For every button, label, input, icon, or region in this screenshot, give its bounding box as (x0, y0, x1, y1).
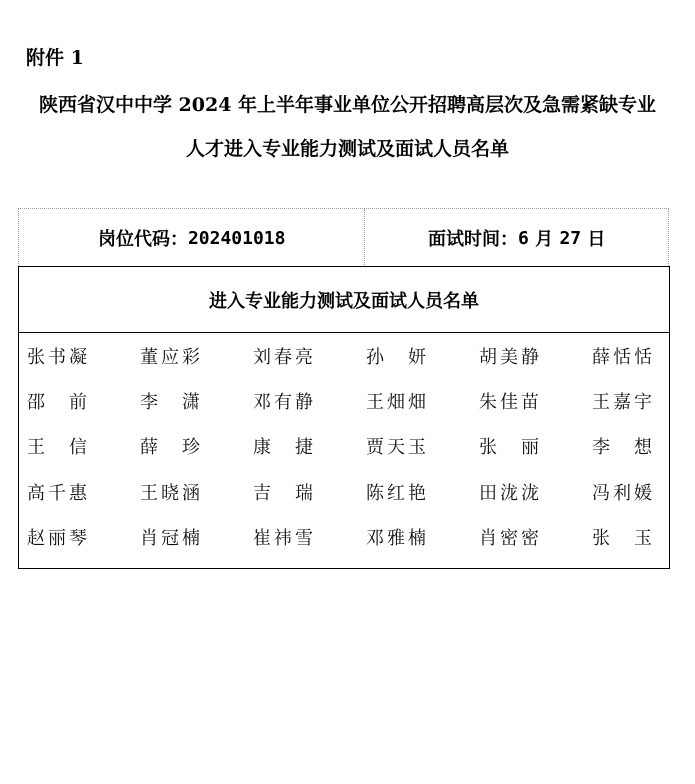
candidate-name: 刘 春 亮 (253, 347, 313, 368)
candidate-name: 薛 恬 恬 (592, 347, 652, 368)
candidate-name: 高 千 惠 (27, 483, 87, 504)
position-code-cell (19, 209, 365, 267)
candidate-name: 康 捷 (253, 437, 313, 458)
candidate-name: 贾 天 玉 (366, 437, 426, 458)
candidate-name: 王 晓 涵 (140, 483, 200, 504)
candidate-name: 王 畑 畑 (366, 392, 426, 413)
name-row (19, 524, 669, 554)
interview-time-label: 面试时间： (428, 229, 519, 250)
candidate-name: 田 泷 泷 (479, 483, 539, 504)
candidate-name: 崔 祎 雪 (253, 528, 313, 549)
interview-month: 6 (518, 227, 529, 249)
interview-time-cell (365, 209, 668, 267)
name-row (19, 343, 669, 373)
candidate-name: 邵 前 (27, 392, 87, 413)
candidate-name: 孙 妍 (366, 347, 426, 368)
candidate-name: 肖 冠 楠 (140, 528, 200, 549)
document-title-line-2: 人才进入专业能力测试及面试人员名单 (185, 138, 509, 160)
candidate-name: 吉 瑞 (253, 483, 313, 504)
candidate-name: 肖 密 密 (479, 528, 539, 549)
candidate-name: 王 嘉 宇 (592, 392, 652, 413)
candidate-name: 邓 有 静 (253, 392, 313, 413)
candidate-name: 李 潇 (140, 392, 200, 413)
candidate-name: 王 信 (27, 437, 87, 458)
document-title-line-1: 陕西省汉中中学 2024 年上半年事业单位公开招聘高层次及急需紧缺专业 (38, 94, 657, 116)
candidate-name: 董 应 彩 (140, 347, 200, 368)
month-unit: 月 (535, 229, 554, 250)
candidate-name: 张 书 凝 (27, 347, 87, 368)
name-row (19, 433, 669, 463)
candidate-name: 朱 佳 苗 (479, 392, 539, 413)
name-row (19, 388, 669, 418)
position-code-value: 202401018 (187, 227, 286, 249)
candidate-name: 陈 红 艳 (366, 483, 426, 504)
list-header: 进入专业能力测试及面试人员名单 (19, 267, 669, 333)
day-unit: 日 (587, 229, 606, 250)
interview-day: 27 (559, 227, 582, 249)
candidate-name: 邓 雅 楠 (366, 528, 426, 549)
candidate-name: 张 丽 (479, 437, 539, 458)
attachment-label: 附件 1 (26, 47, 84, 69)
position-code-label: 岗位代码： (97, 229, 188, 250)
candidate-list-table (18, 266, 670, 569)
candidate-name: 胡 美 静 (479, 347, 539, 368)
position-info-bar (18, 208, 669, 266)
candidate-name: 薛 珍 (140, 437, 200, 458)
candidate-name: 张 玉 (592, 528, 652, 549)
name-row (19, 479, 669, 509)
names-grid (19, 333, 669, 568)
candidate-name: 赵 丽 琴 (27, 528, 87, 549)
candidate-name: 李 想 (592, 437, 652, 458)
candidate-name: 冯 利 媛 (592, 483, 652, 504)
